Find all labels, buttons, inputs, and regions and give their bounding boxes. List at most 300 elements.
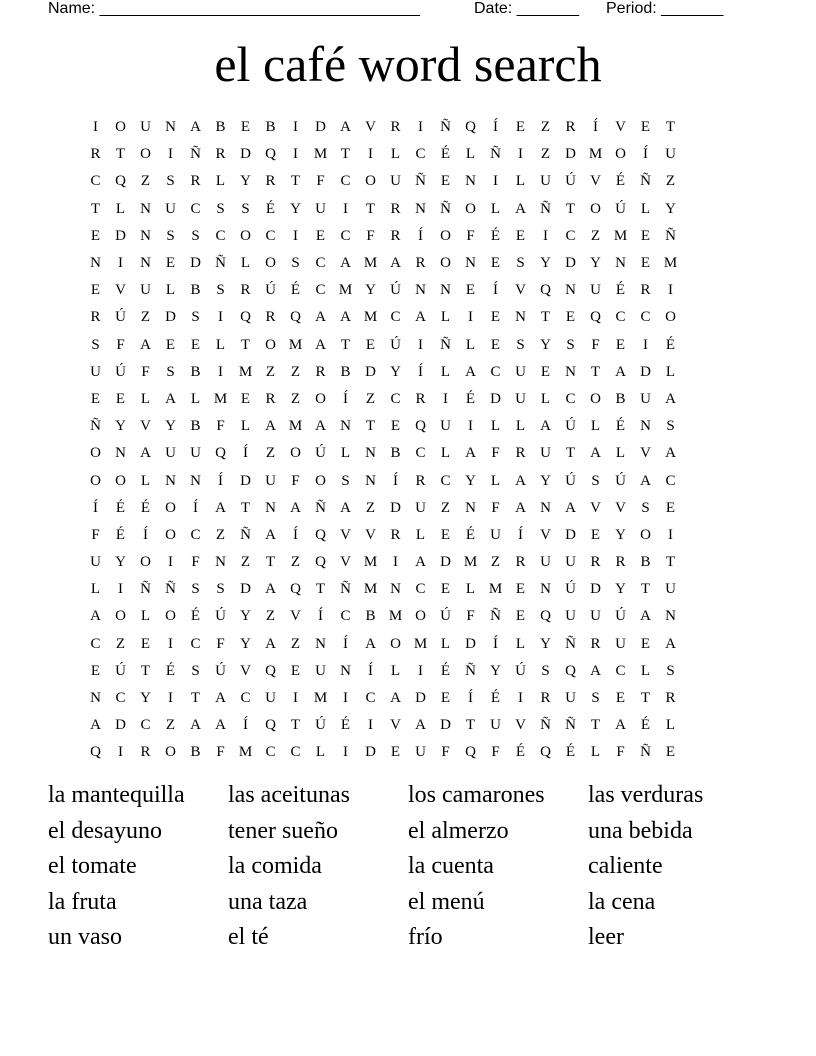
grid-letter: Z <box>265 363 276 380</box>
grid-letter: L <box>240 255 251 272</box>
grid-letter: V <box>340 554 351 571</box>
grid-row <box>83 440 733 467</box>
grid-letter: E <box>90 662 101 679</box>
grid-letter: Í <box>418 363 423 380</box>
grid-letter: A <box>140 336 151 353</box>
grid-letter: Ú <box>615 472 626 489</box>
grid-letter: R <box>590 635 601 652</box>
grid-letter: O <box>140 554 151 571</box>
grid-letter: C <box>415 146 426 163</box>
grid-letter: I <box>118 744 123 761</box>
word-list-item: tener sueño <box>228 817 338 844</box>
grid-letter: Ú <box>615 200 626 217</box>
grid-letter: O <box>390 635 401 652</box>
grid-letter: T <box>540 309 551 326</box>
grid-letter: C <box>565 227 576 244</box>
grid-letter: L <box>140 472 151 489</box>
grid-letter: Ú <box>440 608 451 625</box>
grid-letter: Z <box>540 119 551 136</box>
grid-row <box>83 168 733 195</box>
grid-letter: Y <box>615 581 626 598</box>
grid-letter: N <box>640 418 651 435</box>
grid-letter: N <box>440 282 451 299</box>
grid-letter: D <box>240 581 251 598</box>
grid-letter: I <box>218 309 223 326</box>
grid-letter: T <box>140 662 151 679</box>
grid-letter: N <box>390 581 401 598</box>
grid-letter: O <box>590 200 601 217</box>
grid-letter: Ñ <box>240 526 251 543</box>
grid-letter: L <box>440 309 451 326</box>
grid-letter: F <box>491 744 500 761</box>
grid-letter: Ñ <box>565 635 576 652</box>
grid-letter: Ú <box>390 336 401 353</box>
grid-letter: S <box>516 336 525 353</box>
grid-letter: C <box>665 472 676 489</box>
grid-letter: D <box>565 526 576 543</box>
grid-letter: Ú <box>115 363 126 380</box>
grid-letter: E <box>165 336 176 353</box>
grid-letter: Q <box>290 309 301 326</box>
grid-letter: E <box>90 227 101 244</box>
grid-letter: E <box>640 119 651 136</box>
grid-letter: M <box>363 581 378 598</box>
date-field-label: Date: _______ <box>474 0 579 17</box>
grid-letter: Ú <box>215 608 226 625</box>
grid-letter: N <box>515 309 526 326</box>
grid-letter: N <box>140 200 151 217</box>
grid-letter: I <box>168 635 173 652</box>
word-list-item: las verduras <box>588 782 704 808</box>
grid-letter: S <box>241 200 250 217</box>
grid-letter: C <box>390 390 401 407</box>
grid-letter: M <box>213 390 228 407</box>
grid-letter: N <box>140 255 151 272</box>
grid-letter: D <box>565 146 576 163</box>
grid-letter: Í <box>493 282 498 299</box>
grid-letter: F <box>591 336 600 353</box>
grid-letter: A <box>215 717 226 734</box>
grid-letter: A <box>515 499 526 516</box>
grid-letter: Z <box>365 499 376 516</box>
grid-letter: C <box>615 309 626 326</box>
grid-letter: T <box>315 581 326 598</box>
grid-letter: V <box>290 608 301 625</box>
grid-letter: F <box>441 744 450 761</box>
grid-letter: O <box>265 255 276 272</box>
grid-letter: Í <box>418 227 423 244</box>
grid-letter: Z <box>140 173 151 190</box>
grid-letter: Y <box>490 662 501 679</box>
grid-letter: Q <box>290 581 301 598</box>
grid-letter: Y <box>540 336 551 353</box>
grid-letter: F <box>116 336 125 353</box>
grid-letter: V <box>590 499 601 516</box>
word-list-item: las aceitunas <box>228 782 350 808</box>
grid-letter: É <box>190 608 201 625</box>
grid-letter: I <box>168 554 173 571</box>
grid-letter: U <box>90 363 101 380</box>
grid-letter: I <box>493 173 498 190</box>
grid-letter: Y <box>540 472 551 489</box>
grid-letter: D <box>415 690 426 707</box>
grid-letter: U <box>265 472 276 489</box>
grid-letter: A <box>340 119 351 136</box>
grid-letter: Ñ <box>440 200 451 217</box>
grid-letter: L <box>390 146 401 163</box>
grid-letter: I <box>518 146 523 163</box>
grid-letter: U <box>140 282 151 299</box>
grid-letter: U <box>415 499 426 516</box>
grid-letter: S <box>641 499 650 516</box>
grid-letter: L <box>515 635 526 652</box>
grid-letter: V <box>540 526 551 543</box>
grid-letter: Q <box>215 445 226 462</box>
grid-letter: N <box>565 363 576 380</box>
grid-letter: B <box>265 119 276 136</box>
grid-letter: L <box>340 445 351 462</box>
grid-letter: D <box>440 717 451 734</box>
grid-letter: R <box>540 690 551 707</box>
grid-letter: C <box>190 635 201 652</box>
grid-letter: I <box>293 690 298 707</box>
grid-letter: É <box>665 336 676 353</box>
grid-letter: S <box>666 662 675 679</box>
grid-letter: I <box>93 119 98 136</box>
period-field-label: Period: _______ <box>606 0 724 17</box>
grid-letter: R <box>190 173 201 190</box>
word-list-item: la cena <box>588 888 656 915</box>
grid-letter: Ñ <box>540 200 551 217</box>
grid-row <box>83 739 733 766</box>
grid-letter: Í <box>368 662 373 679</box>
grid-letter: D <box>240 146 251 163</box>
grid-letter: T <box>465 717 476 734</box>
grid-letter: S <box>166 363 175 380</box>
grid-letter: D <box>390 499 401 516</box>
grid-row <box>83 223 733 250</box>
grid-letter: I <box>293 227 298 244</box>
grid-letter: T <box>365 200 376 217</box>
grid-letter: A <box>315 336 326 353</box>
grid-letter: T <box>665 554 676 571</box>
grid-row <box>83 658 733 685</box>
grid-letter: Ú <box>615 608 626 625</box>
grid-letter: U <box>540 445 551 462</box>
grid-letter: M <box>413 635 428 652</box>
grid-letter: M <box>288 336 303 353</box>
grid-letter: B <box>190 418 201 435</box>
grid-letter: R <box>215 146 226 163</box>
grid-letter: S <box>516 255 525 272</box>
grid-letter: Q <box>115 173 126 190</box>
grid-letter: F <box>216 744 225 761</box>
grid-row <box>83 467 733 494</box>
grid-letter: Q <box>415 418 426 435</box>
grid-letter: V <box>140 418 151 435</box>
grid-letter: D <box>240 472 251 489</box>
grid-letter: U <box>90 554 101 571</box>
grid-letter: Y <box>665 200 676 217</box>
grid-letter: L <box>490 418 501 435</box>
grid-letter: D <box>590 581 601 598</box>
grid-letter: L <box>415 526 426 543</box>
grid-letter: É <box>115 526 126 543</box>
word-list-item: leer <box>588 924 624 950</box>
grid-letter: Ñ <box>640 744 651 761</box>
grid-letter: V <box>640 445 651 462</box>
grid-letter: A <box>415 554 426 571</box>
grid-row <box>83 685 733 712</box>
grid-letter: T <box>240 336 251 353</box>
grid-letter: Ñ <box>490 146 501 163</box>
grid-letter: Z <box>290 635 301 652</box>
grid-letter: Q <box>465 744 476 761</box>
grid-letter: A <box>265 635 276 652</box>
word-list-item: la cuenta <box>408 853 494 879</box>
grid-letter: E <box>140 635 151 652</box>
grid-letter: É <box>465 390 476 407</box>
grid-letter: Z <box>140 309 151 326</box>
grid-letter: L <box>490 200 501 217</box>
grid-letter: A <box>340 309 351 326</box>
grid-letter: Ñ <box>215 255 226 272</box>
grid-letter: Ú <box>315 717 326 734</box>
grid-letter: E <box>515 581 526 598</box>
grid-letter: V <box>365 119 376 136</box>
grid-letter: E <box>565 309 576 326</box>
grid-letter: C <box>615 662 626 679</box>
grid-letter: A <box>615 363 626 380</box>
grid-letter: N <box>140 227 151 244</box>
grid-letter: E <box>165 255 176 272</box>
grid-letter: Í <box>493 635 498 652</box>
grid-letter: R <box>515 445 526 462</box>
grid-letter: M <box>363 309 378 326</box>
grid-letter: Í <box>468 690 473 707</box>
grid-letter: C <box>315 255 326 272</box>
grid-letter: C <box>140 717 151 734</box>
grid-letter: Y <box>615 526 626 543</box>
grid-letter: D <box>465 635 476 652</box>
grid-letter: T <box>240 499 251 516</box>
grid-letter: T <box>290 717 301 734</box>
grid-letter: C <box>440 472 451 489</box>
grid-letter: U <box>490 526 501 543</box>
grid-letter: M <box>238 744 253 761</box>
grid-letter: Y <box>240 635 251 652</box>
grid-letter: F <box>491 445 500 462</box>
grid-letter: Z <box>490 554 501 571</box>
grid-letter: S <box>216 282 225 299</box>
grid-letter: L <box>540 390 551 407</box>
grid-letter: Y <box>240 608 251 625</box>
grid-letter: E <box>440 581 451 598</box>
grid-letter: N <box>340 662 351 679</box>
grid-letter: R <box>265 390 276 407</box>
grid-letter: U <box>515 390 526 407</box>
grid-letter: E <box>440 526 451 543</box>
grid-letter: É <box>115 499 126 516</box>
grid-letter: L <box>665 717 676 734</box>
grid-letter: L <box>190 390 201 407</box>
grid-letter: E <box>540 363 551 380</box>
grid-letter: V <box>115 282 126 299</box>
grid-letter: E <box>240 119 251 136</box>
grid-letter: U <box>190 445 201 462</box>
word-list-item: caliente <box>588 853 663 879</box>
grid-letter: N <box>90 690 101 707</box>
grid-letter: V <box>390 717 401 734</box>
grid-letter: N <box>665 608 676 625</box>
grid-letter: Z <box>240 554 251 571</box>
grid-letter: C <box>415 581 426 598</box>
grid-letter: T <box>90 200 101 217</box>
grid-letter: A <box>390 255 401 272</box>
grid-letter: R <box>265 173 276 190</box>
grid-letter: I <box>518 690 523 707</box>
grid-letter: V <box>615 499 626 516</box>
grid-row <box>83 413 733 440</box>
grid-letter: B <box>190 363 201 380</box>
grid-letter: A <box>665 390 676 407</box>
grid-letter: C <box>640 309 651 326</box>
grid-letter: L <box>465 336 476 353</box>
grid-letter: U <box>565 608 576 625</box>
grid-letter: E <box>390 744 401 761</box>
grid-letter: Z <box>215 526 226 543</box>
word-list-item: el menú <box>408 888 485 915</box>
grid-letter: N <box>315 635 326 652</box>
grid-letter: L <box>640 200 651 217</box>
grid-letter: N <box>465 499 476 516</box>
grid-letter: Z <box>665 173 676 190</box>
grid-letter: T <box>340 146 351 163</box>
grid-letter: A <box>565 499 576 516</box>
grid-letter: E <box>515 119 526 136</box>
grid-letter: D <box>115 227 126 244</box>
grid-letter: F <box>291 472 300 489</box>
grid-letter: É <box>465 526 476 543</box>
grid-letter: E <box>240 390 251 407</box>
grid-letter: O <box>265 336 276 353</box>
grid-letter: I <box>468 309 473 326</box>
grid-letter: O <box>290 445 301 462</box>
grid-letter: C <box>265 227 276 244</box>
grid-letter: O <box>115 472 126 489</box>
grid-letter: E <box>365 336 376 353</box>
grid-letter: B <box>390 445 401 462</box>
grid-letter: B <box>340 363 351 380</box>
grid-letter: E <box>90 282 101 299</box>
grid-letter: E <box>640 255 651 272</box>
grid-letter: A <box>365 635 376 652</box>
grid-letter: N <box>365 472 376 489</box>
grid-row <box>83 277 733 304</box>
grid-letter: Ñ <box>540 717 551 734</box>
grid-letter: C <box>90 173 101 190</box>
grid-letter: A <box>465 363 476 380</box>
grid-letter: I <box>368 717 373 734</box>
grid-letter: C <box>340 173 351 190</box>
grid-letter: Ñ <box>90 418 101 435</box>
grid-letter: E <box>465 282 476 299</box>
grid-letter: Ú <box>265 282 276 299</box>
grid-letter: Ñ <box>190 146 201 163</box>
grid-letter: E <box>590 526 601 543</box>
grid-letter: E <box>90 390 101 407</box>
grid-letter: C <box>315 282 326 299</box>
word-list-item: un vaso <box>48 924 122 950</box>
grid-letter: L <box>215 173 226 190</box>
grid-letter: A <box>290 499 301 516</box>
grid-letter: V <box>240 662 251 679</box>
grid-letter: Y <box>240 173 251 190</box>
grid-letter: T <box>565 200 576 217</box>
grid-letter: É <box>515 744 526 761</box>
grid-letter: E <box>665 744 676 761</box>
grid-letter: I <box>468 418 473 435</box>
word-list-item: el desayuno <box>48 817 162 844</box>
grid-letter: Í <box>143 526 148 543</box>
grid-letter: L <box>465 146 476 163</box>
grid-letter: O <box>415 608 426 625</box>
grid-letter: R <box>315 363 326 380</box>
grid-letter: R <box>515 554 526 571</box>
grid-letter: Í <box>293 526 298 543</box>
grid-letter: C <box>565 390 576 407</box>
grid-letter: Ñ <box>315 499 326 516</box>
grid-letter: Ñ <box>140 581 151 598</box>
grid-letter: Y <box>365 282 376 299</box>
grid-letter: O <box>465 200 476 217</box>
grid-letter: N <box>215 554 226 571</box>
grid-letter: Í <box>393 472 398 489</box>
grid-letter: L <box>315 744 326 761</box>
grid-letter: N <box>615 255 626 272</box>
grid-letter: F <box>91 526 100 543</box>
grid-letter: N <box>415 200 426 217</box>
grid-letter: É <box>615 418 626 435</box>
grid-letter: I <box>293 146 298 163</box>
grid-letter: Ñ <box>490 608 501 625</box>
grid-letter: U <box>590 282 601 299</box>
grid-letter: O <box>640 526 651 543</box>
grid-letter: A <box>515 472 526 489</box>
grid-letter: Q <box>240 309 251 326</box>
grid-letter: B <box>190 744 201 761</box>
grid-letter: M <box>363 255 378 272</box>
grid-letter: Ú <box>565 581 576 598</box>
grid-letter: E <box>665 499 676 516</box>
grid-letter: I <box>668 282 673 299</box>
grid-row <box>83 712 733 739</box>
grid-letter: Y <box>390 363 401 380</box>
grid-letter: É <box>340 717 351 734</box>
grid-letter: V <box>590 173 601 190</box>
grid-letter: L <box>590 744 601 761</box>
grid-letter: V <box>340 526 351 543</box>
grid-letter: M <box>613 227 628 244</box>
grid-letter: B <box>190 282 201 299</box>
grid-letter: Ú <box>315 445 326 462</box>
grid-letter: Q <box>265 717 276 734</box>
grid-letter: B <box>215 119 226 136</box>
grid-letter: O <box>365 173 376 190</box>
grid-row <box>83 250 733 277</box>
grid-letter: Í <box>593 119 598 136</box>
grid-letter: L <box>240 418 251 435</box>
